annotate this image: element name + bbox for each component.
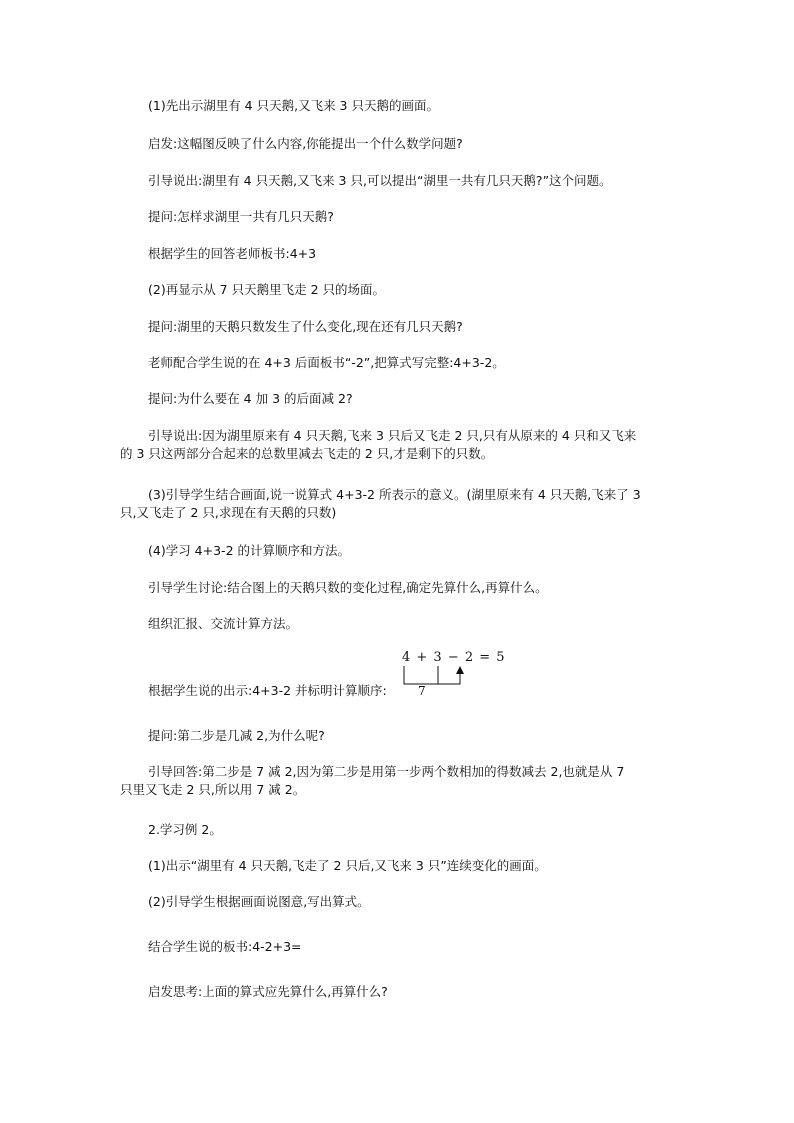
paragraph: (2)再显示从 7 只天鹅里飞走 2 只的场面。 — [148, 282, 386, 297]
section-heading: 2.学习例 2。 — [148, 822, 222, 837]
calculation-expression: 4 + 3 − 2 = 5 — [402, 650, 506, 665]
paragraph: 引导说出:湖里有 4 只天鹅,又飞来 3 只,可以提出“湖里一共有几只天鹅?”这个问题。 — [148, 173, 612, 188]
paragraph-reason — [120, 427, 668, 463]
paragraph-line: 引导回答:第二步是 7 减 2,因为第二步是用第一步两个数相加的得数减去 2,也就是从 7 — [148, 764, 625, 779]
paragraph: 提问:第二步是几减 2,为什么呢? — [148, 728, 325, 743]
paragraph: 老师配合学生说的在 4+3 后面板书“-2”,把算式写完整:4+3-2。 — [148, 355, 505, 370]
paragraph: (1)先出示湖里有 4 只天鹅,又飞来 3 只天鹅的画面。 — [148, 98, 439, 113]
paragraph: 引导学生讨论:结合图上的天鹅只数的变化过程,确定先算什么,再算什么。 — [148, 580, 548, 595]
paragraph-line: 的 3 只这两部分合起来的总数里减去飞走的 2 只,才是剩下的只数。 — [120, 446, 494, 461]
paragraph-answer — [120, 763, 668, 799]
paragraph: 结合学生说的板书:4-2+3= — [148, 939, 302, 954]
arrow-head-icon — [456, 666, 464, 674]
paragraph-meaning — [120, 486, 668, 522]
paragraph-line: 引导说出:因为湖里原来有 4 只天鹅,飞来 3 只后又飞走 2 只,只有从原来的 4 只和又飞来 — [148, 428, 637, 443]
paragraph: 提问:怎样求湖里一共有几只天鹅? — [148, 209, 334, 224]
paragraph: 提问:为什么要在 4 加 3 的后面减 2? — [148, 391, 353, 406]
paragraph-line: 只,又飞走了 2 只,求现在有天鹅的只数) — [120, 505, 337, 520]
paragraph: (2)引导学生根据画面说图意,写出算式。 — [148, 894, 370, 909]
paragraph: 根据学生的回答老师板书:4+3 — [148, 246, 317, 261]
paragraph: 启发:这幅图反映了什么内容,你能提出一个什么数学问题? — [148, 136, 463, 151]
paragraph-line: (3)引导学生结合画面,说一说算式 4+3-2 所表示的意义。(湖里原来有 4 只天鹅,飞来了 3 — [148, 487, 641, 502]
paragraph: 组织汇报、交流计算方法。 — [148, 616, 299, 631]
paragraph: 启发思考:上面的算式应先算什么,再算什么? — [148, 984, 388, 999]
paragraph: 提问:湖里的天鹅只数发生了什么变化,现在还有几只天鹅? — [148, 319, 463, 334]
paragraph: 根据学生说的出示:4+3-2 并标明计算顺序: — [148, 683, 387, 698]
paragraph-line: 只里又飞走 2 只,所以用 7 减 2。 — [120, 782, 306, 797]
intermediate-result: 7 — [418, 684, 426, 696]
paragraph: (1)出示“湖里有 4 只天鹅,飞走了 2 只后,又飞来 3 只”连续变化的画面。 — [148, 858, 547, 873]
paragraph: (4)学习 4+3-2 的计算顺序和方法。 — [148, 543, 350, 558]
